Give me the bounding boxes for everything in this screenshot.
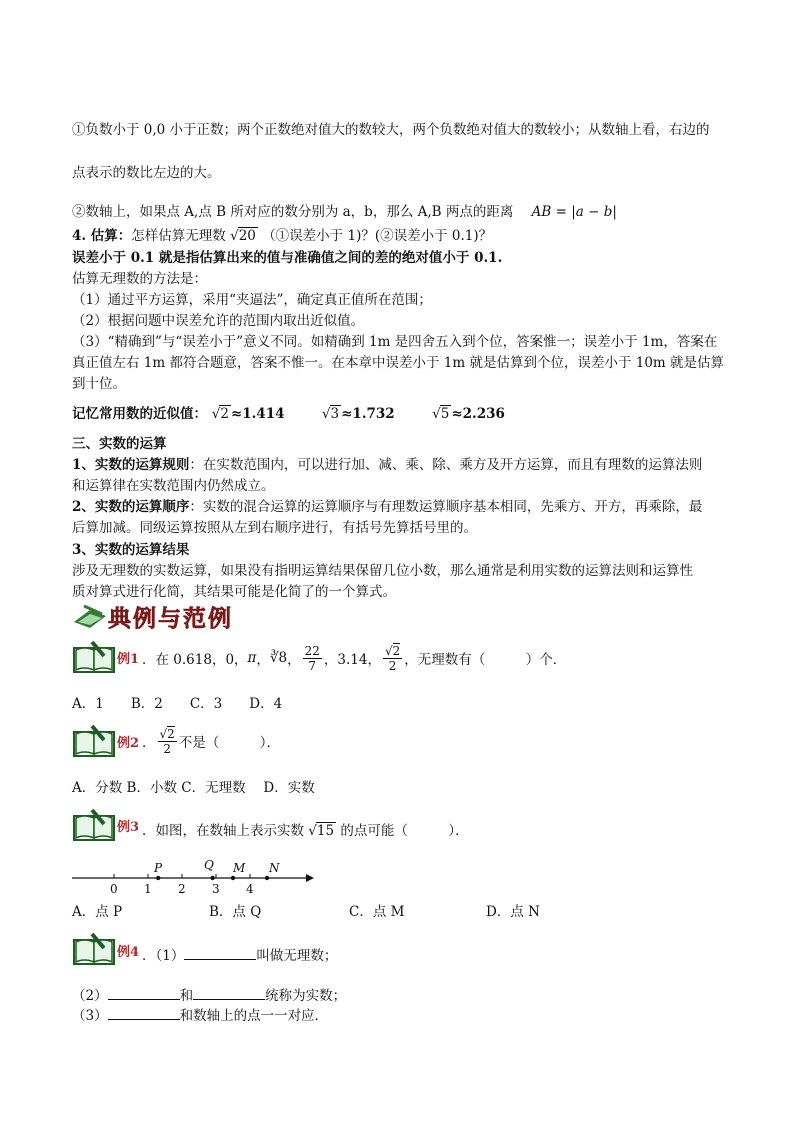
point-p [156, 876, 160, 880]
point-label-q: Q [204, 858, 214, 872]
answer-blank[interactable] [193, 987, 265, 1000]
example-2-label: 例2 [117, 736, 140, 751]
op-rule-1-cont: 和运算律在实数范围内仍然成立。 [72, 478, 275, 494]
approx-sqrt5: ≈2.236 [451, 406, 505, 422]
example-4-q1: ．（1） 叫做无理数； [142, 948, 338, 964]
estimate-question-text: 怎样估算无理数 [131, 228, 226, 244]
tick-label-2: 2 [178, 882, 186, 896]
example-4-label: 例4 [117, 945, 140, 960]
memory-values [72, 402, 505, 422]
tick-label-0: 0 [110, 882, 118, 896]
tick-label-1: 1 [144, 882, 152, 896]
rule-compare-line2: 点表示的数比左边的大。 [72, 165, 221, 181]
estimate-question [72, 224, 492, 244]
example-3-option-a: A．点 P [72, 904, 123, 920]
fraction-22-7: $\frac{22}{7}$ [304, 643, 320, 673]
distance-rule [72, 200, 617, 220]
number-line [70, 856, 320, 896]
tick-label-4: 4 [246, 882, 254, 896]
example-4-q3: （3） 和数轴上的点一一对应． [72, 1008, 329, 1024]
sqrt-5: √5 [432, 406, 450, 422]
point-label-m: M [233, 861, 246, 875]
point-m [231, 876, 235, 880]
estimate-question-tail: （①误差小于 1)？(②误差小于 0.1)？ [262, 228, 493, 244]
example-1-options: A．1 B．2 C．3 D．4 [72, 696, 283, 712]
banner-title: 典例与范例 [108, 605, 233, 632]
example-book-icon [72, 932, 116, 966]
sqrt-20: √20 [230, 228, 256, 244]
op-rule-3-line1: 涉及无理数的实数运算，如果没有指明运算结果保留几位小数，那么通常是利用实数的运算法则和运算性 [72, 563, 693, 579]
rule-compare-line1: ①负数小于 0,0 小于正数；两个正数绝对值大的数较大，两个负数绝对值大的数较小；从数轴上看，右边的 [72, 122, 710, 138]
op-rule-1: 1、实数的运算规则：在实数范围内，可以进行加、减、乘、除、乘方及开方运算，而且有理数的运算法则 [72, 457, 703, 473]
example-3-label: 例3 [117, 820, 140, 835]
distance-formula: AB = |a − b| [531, 204, 617, 220]
example-3-question: ．如图，在数轴上表示实数 √15 的点可能（ ）． [142, 823, 469, 839]
memory-label: 记忆常用数的近似值： [72, 406, 207, 422]
point-label-p: P [154, 861, 163, 875]
example-3-option-d: D．点 N [486, 904, 540, 920]
tick-label-3: 3 [212, 882, 220, 896]
error-definition: 误差小于 0.1 就是指估算出来的值与准确值之间的差的绝对值小于 0.1. [72, 250, 503, 266]
sqrt-3: √3 [321, 406, 340, 422]
answer-blank[interactable] [108, 1007, 180, 1020]
example-3-option-b: B．点 Q [209, 904, 262, 920]
example-book-icon [72, 640, 116, 674]
point-q [210, 876, 214, 880]
method-2: （2）根据问题中误差允许的范围内取出近似值。 [72, 313, 365, 329]
method-3-line1: （3）“精确到”与“误差小于”意义不同。如精确到 1m 是四舍五入到个位，答案惟一；误差小于 1m，答案在 [72, 334, 718, 350]
approx-sqrt2: ≈1.414 [230, 406, 285, 422]
example-1-question: ．在 0.618，0， π ， ∛8 ， $\frac{22}{7}$ ，3.14， $\frac{√2}{2}$ ，无理数有（ ）个． [142, 643, 567, 673]
method-title: 估算无理数的方法是： [72, 271, 207, 287]
distance-rule-text: ②数轴上，如果点 A,点 B 所对应的数分别为 a，b，那么 A,B 两点的距离 [72, 204, 514, 220]
point-n [265, 876, 269, 880]
op-rule-3-line2: 质对算式进行化简，其结果可能是化简了的一个算式。 [72, 584, 396, 600]
example-book-icon [72, 724, 116, 758]
approx-sqrt3: ≈1.732 [341, 406, 395, 422]
example-4-q2: （2） 和 统称为实数； [72, 988, 347, 1004]
example-3-option-c: C．点 M [349, 904, 405, 920]
point-label-n: N [269, 861, 280, 875]
op-rule-2: 2、实数的运算顺序：实数的混合运算的运算顺序与有理数运算顺序基本相同，先乘方、开方，再乘除，最 [72, 499, 703, 515]
op-rule-2-cont: 后算加减。同级运算按照从左到右顺序进行，有括号先算括号里的。 [72, 520, 477, 536]
estimate-title: 4. 估算： [72, 228, 132, 244]
method-3-line2: 真正值左右 1m 都符合题意，答案不惟一。在本章中误差小于 1m 就是估算到个位，误差小于 10m 就是估算 [72, 355, 725, 371]
example-book-icon [72, 808, 116, 842]
method-1: （1）通过平方运算，采用“夹逼法”，确定真正值所在范围； [72, 292, 432, 308]
method-3-line3: 到十位。 [72, 376, 126, 392]
answer-blank[interactable] [108, 987, 180, 1000]
op-rule-3-title: 3、实数的运算结果 [72, 542, 190, 558]
fraction-sqrt2-2: $\frac{√2}{2}$ [384, 643, 401, 673]
section-3-title: 三、实数的运算 [72, 436, 167, 452]
sqrt-15: √15 [308, 823, 335, 839]
example-1-label: 例1 [117, 652, 140, 667]
example-2-question: ． $\frac{√2}{2}$ 不是（ ）． [142, 726, 281, 756]
pi-symbol: π [247, 650, 257, 666]
examples-banner [72, 600, 262, 632]
answer-blank[interactable] [184, 947, 256, 960]
example-2-options: A．分数 B．小数 C．无理数 D．实数 [72, 780, 315, 796]
fraction-sqrt2-2: $\frac{√2}{2}$ [159, 726, 175, 756]
cube-root-8: ∛8 [269, 650, 288, 666]
sqrt-2: √2 [211, 406, 229, 422]
